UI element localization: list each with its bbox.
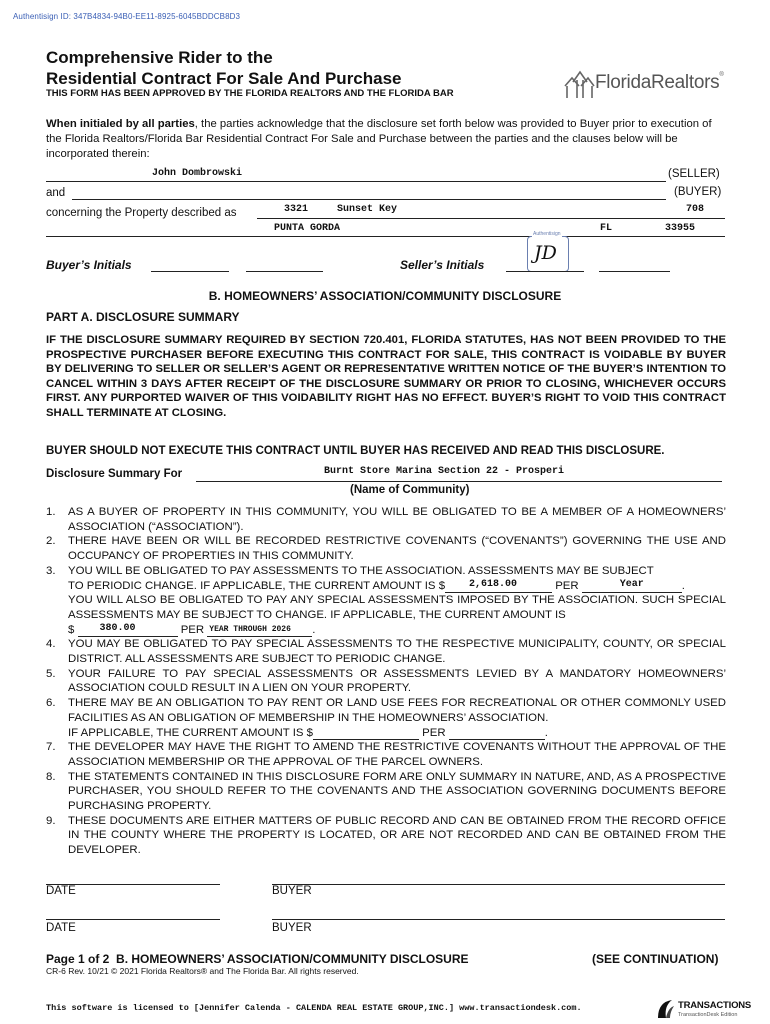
list-item: 1. AS A BUYER OF PROPERTY IN THIS COMMUNITY, YOU WILL BE OBLIGATED TO BE A MEMBER OF A HOMEOWNERS’ ASSOCIATION (“ASSOCIATION”). bbox=[46, 506, 726, 533]
form-title-line1: Comprehensive Rider to the bbox=[46, 48, 273, 67]
date-label-2: DATE bbox=[46, 922, 76, 934]
date-label-1: DATE bbox=[46, 885, 76, 897]
buyer-signature-line-1[interactable] bbox=[272, 884, 725, 885]
form-title-line2: Residential Contract For Sale And Purchase bbox=[46, 69, 402, 88]
seller-initial-stamp bbox=[527, 231, 569, 272]
seller-initials-label: Seller’s Initials bbox=[400, 258, 485, 272]
seller-name-field[interactable]: John Dombrowski bbox=[152, 168, 243, 179]
intro-text: , the parties acknowledge that the disclosure set forth below was provided to Buyer prior to execution of the Florida Realtors/Florida Bar Residential Contract For Sale and Purchase between the parties and the clauses below will be incorporated therein: bbox=[46, 118, 712, 160]
community-caption: (Name of Community) bbox=[350, 484, 470, 496]
stamp-label: Authentisign bbox=[533, 231, 561, 237]
special-assessment-amount-field[interactable]: 380.00 bbox=[78, 624, 178, 637]
list-item: 5. YOUR FAILURE TO PAY SPECIAL ASSESSMENTS OR ASSESSMENTS LEVIED BY A MANDATORY HOMEOWNERS’ ASSOCIATION COULD RESULT IN A LIEN ON YOUR PROPERTY. bbox=[46, 667, 726, 695]
license-line: This software is licensed to [Jennifer Calenda - CALENDA REAL ESTATE GROUP,INC.] www.transactiondesk.com. bbox=[46, 1003, 582, 1013]
street-name-field[interactable]: Sunset Key bbox=[337, 204, 398, 215]
page-number: Page 1 of 2 bbox=[46, 952, 110, 966]
community-name-line bbox=[196, 481, 722, 482]
seller-initial-line-1[interactable] bbox=[506, 271, 584, 272]
seller-name-line bbox=[46, 181, 666, 182]
assessment-period-field[interactable]: Year bbox=[582, 580, 682, 593]
buyer-initial-line-2[interactable] bbox=[246, 271, 323, 272]
property-line-2 bbox=[46, 236, 725, 237]
transactions-subtext: TransactionDesk Edition bbox=[678, 1012, 738, 1018]
city-field[interactable]: PUNTA GORDA bbox=[274, 223, 341, 234]
copyright-line: CR-6 Rev. 10/21 © 2021 Florida Realtors® and The Florida Bar. All rights reserved. bbox=[46, 966, 359, 976]
buyer-initial-line-1[interactable] bbox=[151, 271, 229, 272]
list-item-assessments: 3. YOU WILL BE OBLIGATED TO PAY ASSESSMENTS TO THE ASSOCIATION. ASSESSMENTS MAY BE SUBJECT TO PERIODIC CHANGE. IF APPLICABLE, THE CURRENT AMOUNT IS $ 2,618.00 PER Year . YOU WILL ALSO BE OBLIGATED TO PAY ANY SPECIAL ASSESSMENTS IMPOSED BY THE ASSOCIATION. SUCH SPECIAL ASSESSMENTS MAY BE SUBJECT TO CHANGE. IF APPLICABLE, THE CURRENT AMOUNT IS $ 380.00 PER YEAR THROUGH 2026 . bbox=[46, 564, 726, 636]
list-item: 7. THE DEVELOPER MAY HAVE THE RIGHT TO AMEND THE RESTRICTIVE COVENANTS WITHOUT THE APPROVAL OF THE ASSOCIATION MEMBERSHIP OR THE APPROVAL OF THE PARCEL OWNERS. bbox=[46, 741, 726, 768]
list-item: 9. THESE DOCUMENTS ARE EITHER MATTERS OF PUBLIC RECORD AND CAN BE OBTAINED FROM THE RECORD OFFICE IN THE COUNTY WHERE THE PROPERTY IS LOCATED, OR ARE NOT RECORDED AND CAN BE OBTAINED FROM THE DEVELOPER. bbox=[46, 814, 726, 857]
assessment-amount-field[interactable]: 2,618.00 bbox=[445, 580, 552, 593]
and-label: and bbox=[46, 187, 66, 199]
disclosure-list bbox=[46, 505, 726, 858]
state-field[interactable]: FL bbox=[600, 223, 613, 234]
buyer-label: (BUYER) bbox=[674, 186, 722, 198]
page-footer bbox=[46, 952, 469, 966]
buyer-initials-label: Buyer’s Initials bbox=[46, 258, 132, 272]
intro-lead: When initialed by all parties bbox=[46, 118, 195, 130]
buyer-label-2: BUYER bbox=[272, 922, 312, 934]
list-item: 2. THERE HAVE BEEN OR WILL BE RECORDED RESTRICTIVE COVENANTS (“COVENANTS”) GOVERNING THE USE AND OCCUPANCY OF PROPERTIES IN THIS COMMUNITY. bbox=[46, 535, 726, 563]
property-line-1 bbox=[257, 218, 725, 219]
form-title bbox=[46, 47, 526, 89]
date-line-2[interactable] bbox=[46, 919, 220, 920]
form-subtitle: THIS FORM HAS BEEN APPROVED BY THE FLORIDA REALTORS AND THE FLORIDA BAR bbox=[46, 88, 454, 99]
buyer-name-line[interactable] bbox=[72, 199, 666, 200]
zip-field[interactable]: 33955 bbox=[665, 223, 696, 234]
see-continuation: (SEE CONTINUATION) bbox=[592, 952, 719, 966]
transactions-mark-icon bbox=[656, 998, 676, 1020]
list-item: 4. YOU MAY BE OBLIGATED TO PAY SPECIAL ASSESSMENTS TO THE RESPECTIVE MUNICIPALITY, COUNTY, OR SPECIAL DISTRICT. ALL ASSESSMENTS ARE SUBJECT TO PERIODIC CHANGE. bbox=[46, 638, 726, 666]
authentisign-id: Authentisign ID: 347B4834-94B0-EE11-8925-6045BDDCB8D3 bbox=[13, 12, 241, 21]
seller-initial-signature: JD bbox=[534, 242, 557, 264]
section-heading: B. HOMEOWNERS’ ASSOCIATION/COMMUNITY DISCLOSURE bbox=[208, 289, 562, 303]
concerning-label: concerning the Property described as bbox=[46, 207, 237, 219]
special-assessment-period-field[interactable]: YEAR THROUGH 2026 bbox=[207, 624, 312, 637]
florida-realtors-logo bbox=[563, 66, 738, 102]
houses-logo-icon bbox=[563, 66, 595, 100]
footer-section: B. HOMEOWNERS’ ASSOCIATION/COMMUNITY DISCLOSURE bbox=[116, 952, 469, 966]
transactions-logo bbox=[656, 998, 756, 1022]
part-a-heading: PART A. DISCLOSURE SUMMARY bbox=[46, 310, 240, 324]
unit-field[interactable]: 708 bbox=[686, 204, 705, 215]
transactions-wordmark: TRANSACTIONS bbox=[678, 1000, 752, 1011]
buyer-signature-line-2[interactable] bbox=[272, 919, 725, 920]
logo-wordmark: FloridaRealtors® bbox=[595, 72, 724, 93]
buyer-label-1: BUYER bbox=[272, 885, 312, 897]
rent-period-field[interactable] bbox=[449, 727, 545, 740]
seller-label: (SELLER) bbox=[668, 168, 720, 180]
list-item-rent-fees: 6. THERE MAY BE AN OBLIGATION TO PAY RENT OR LAND USE FEES FOR RECREATIONAL OR OTHER COMMONLY USED FACILITIES AS AN OBLIGATION OF MEMBERSHIP IN THE HOMEOWNERS’ ASSOCIATION. IF APPLICABLE, THE CURRENT AMOUNT IS $ PER . bbox=[46, 697, 726, 739]
street-number-field[interactable]: 3321 bbox=[284, 204, 309, 215]
buyer-should-not-execute: BUYER SHOULD NOT EXECUTE THIS CONTRACT UNTIL BUYER HAS RECEIVED AND READ THIS DISCLOSURE. bbox=[46, 445, 665, 457]
list-item: 8. THE STATEMENTS CONTAINED IN THIS DISCLOSURE FORM ARE ONLY SUMMARY IN NATURE, AND, AS A PROSPECTIVE PURCHASER, YOU SHOULD REFER TO THE COVENANTS AND THE ASSOCIATION GOVERNING DOCUMENTS BEFORE PURCHASING PROPERTY. bbox=[46, 770, 726, 813]
rent-amount-field[interactable] bbox=[313, 727, 419, 740]
voidability-warning: IF THE DISCLOSURE SUMMARY REQUIRED BY SECTION 720.401, FLORIDA STATUTES, HAS NOT BEEN PROVIDED TO THE PROSPECTIVE PURCHASER BEFORE EXECUTING THIS CONTRACT FOR SALE, THIS CONTRACT IS VOIDABLE BY BUYER BY DELIVERING TO SELLER OR SELLER’S AGENT OR REPRESENTATIVE WRITTEN NOTICE OF THE BUYER’S INTENTION TO CANCEL WITHIN 3 DAYS AFTER RECEIPT OF THE DISCLOSURE SUMMARY OR PRIOR TO CLOSING, WHICHEVER OCCURS FIRST. ANY PURPORTED WAIVER OF THIS VOIDABILITY RIGHT HAS NO EFFECT. BUYER’S RIGHT TO VOID THIS CONTRACT SHALL TERMINATE AT CLOSING. bbox=[46, 334, 726, 419]
seller-initial-line-2[interactable] bbox=[599, 271, 670, 272]
community-name-field[interactable]: Burnt Store Marina Section 22 - Prosperi bbox=[324, 466, 565, 477]
summary-for-label: Disclosure Summary For bbox=[46, 468, 183, 480]
intro-paragraph bbox=[46, 117, 726, 162]
